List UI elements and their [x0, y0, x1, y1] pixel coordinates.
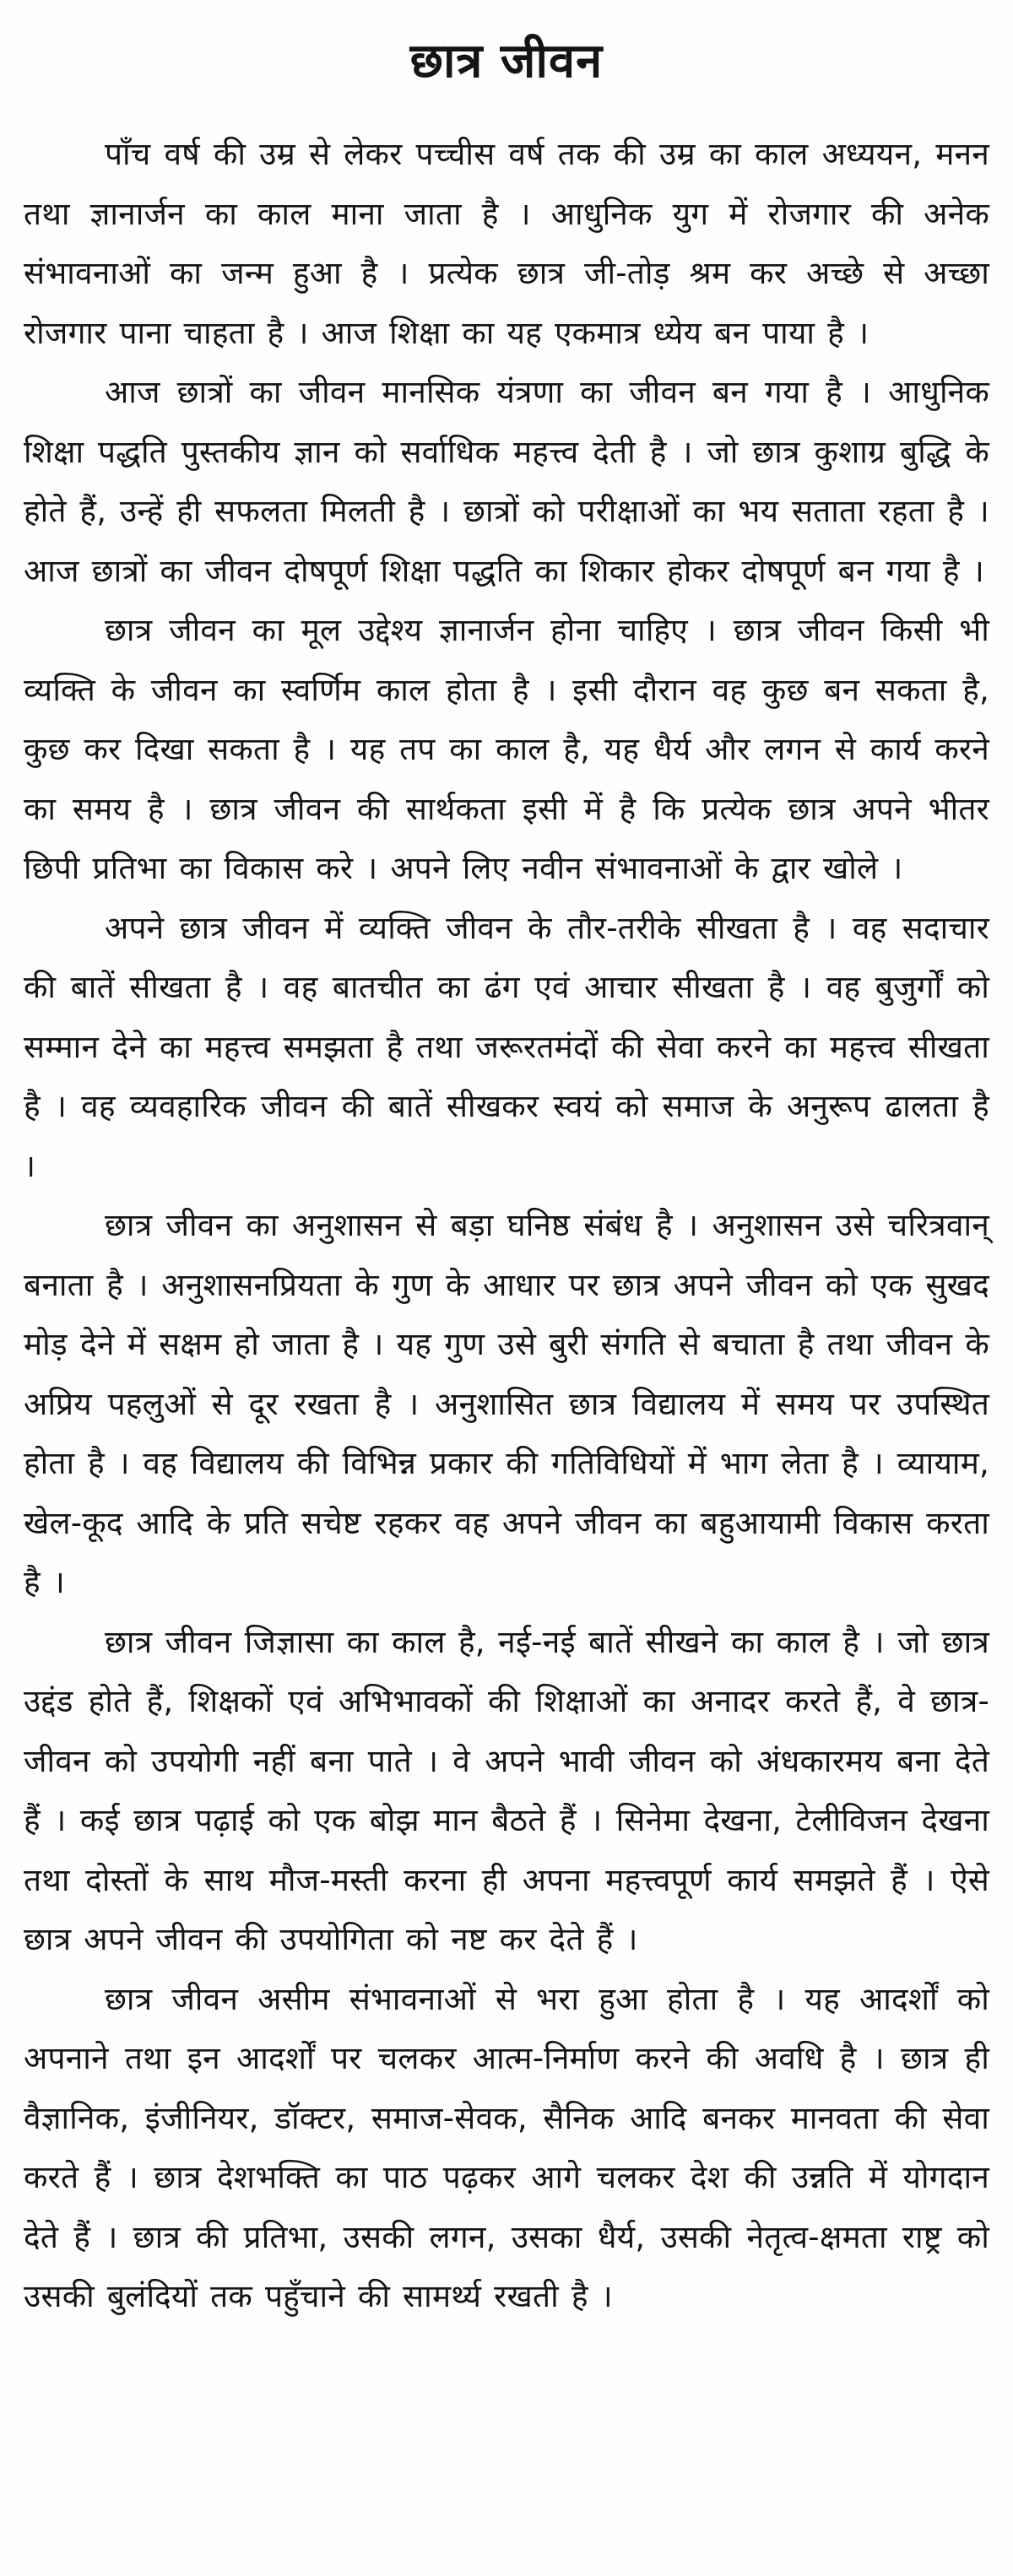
essay-paragraph-6: छात्र जीवन जिज्ञासा का काल है, नई-नई बातें सीखने का काल है । जो छात्र उद्दंड होते हैं, शिक्षकों एवं अभिभावकों की शिक्षाओं का अनादर करते हैं, वे छात्र-जीवन को उपयोगी नहीं बना पाते । वे अपने भावी जीवन को अंधकारमय बना देते हैं । कई छात्र पढ़ाई को एक बोझ मान बैठते हैं । सिनेमा देखना, टेलीविजन देखना तथा दोस्तों के साथ मौज-मस्ती करना ही अपना महत्त्वपूर्ण कार्य समझते हैं । ऐसे छात्र अपने जीवन की उपयोगिता को नष्ट कर देते हैं । — [24, 1623, 989, 1957]
essay-paragraph-3: छात्र जीवन का मूल उद्देश्य ज्ञानार्जन होना चाहिए । छात्र जीवन किसी भी व्यक्ति के जीवन का स्वर्णिम काल होता है । इसी दौरान वह कुछ बन सकता है, कुछ कर दिखा सकता है । यह तप का काल है, यह धैर्य और लगन से कार्य करने का समय है । छात्र जीवन की सार्थकता इसी में है कि प्रत्येक छात्र अपने भीतर छिपी प्रतिभा का विकास करे । अपने लिए नवीन संभावनाओं के द्वार खोले । — [24, 612, 989, 886]
essay-title: छात्र जीवन — [409, 34, 604, 89]
essay-paragraph-1: पाँच वर्ष की उम्र से लेकर पच्चीस वर्ष तक की उम्र का काल अध्ययन, मनन तथा ज्ञानार्जन का काल माना जाता है । आधुनिक युग में रोजगार की अनेक संभावनाओं का जन्म हुआ है । प्रत्येक छात्र जी-तोड़ श्रम कर अच्छे से अच्छा रोजगार पाना चाहता है । आज शिक्षा का यह एकमात्र ध्येय बन पाया है । — [24, 136, 989, 351]
essay-paragraph-4: अपने छात्र जीवन में व्यक्ति जीवन के तौर-तरीके सीखता है । वह सदाचार की बातें सीखता है । वह बातचीत का ढंग एवं आचार सीखता है । वह बुजुर्गों को सम्मान देने का महत्त्व समझता है तथा जरूरतमंदों की सेवा करने का महत्त्व सीखता है । वह व्यवहारिक जीवन की बातें सीखकर स्वयं को समाज के अनुरूप ढालता है । — [24, 909, 989, 1184]
essay-paragraph-7: छात्र जीवन असीम संभावनाओं से भरा हुआ होता है । यह आदर्शों को अपनाने तथा इन आदर्शों पर चलकर आत्म-निर्माण करने की अवधि है । छात्र ही वैज्ञानिक, इंजीनियर, डॉक्टर, समाज-सेवक, सैनिक आदि बनकर मानवता की सेवा करते हैं । छात्र देशभक्ति का पाठ पढ़कर आगे चलकर देश की उन्नति में योगदान देते हैं । छात्र की प्रतिभा, उसकी लगन, उसका धैर्य, उसकी नेतृत्व-क्षमता राष्ट्र को उसकी बुलंदियों तक पहुँचाने की सामर्थ्य रखती है । — [24, 1980, 989, 2314]
essay-paragraph-5: छात्र जीवन का अनुशासन से बड़ा घनिष्ठ संबंध है । अनुशासन उसे चरित्रवान् बनाता है । अनुशासनप्रियता के गुण के आधार पर छात्र अपने जीवन को एक सुखद मोड़ देने में सक्षम हो जाता है । यह गुण उसे बुरी संगति से बचाता है तथा जीवन के अप्रिय पहलुओं से दूर रखता है । अनुशासित छात्र विद्यालय में समय पर उपस्थित होता है । वह विद्यालय की विभिन्न प्रकार की गतिविधियों में भाग लेता है । व्यायाम, खेल-कूद आदि के प्रति सचेष्ट रहकर वह अपने जीवन का बहुआयामी विकास करता है । — [24, 1207, 989, 1600]
essay-paragraph-2: आज छात्रों का जीवन मानसिक यंत्रणा का जीवन बन गया है । आधुनिक शिक्षा पद्धति पुस्तकीय ज्ञान को सर्वाधिक महत्त्व देती है । जो छात्र कुशाग्र बुद्धि के होते हैं, उन्हें ही सफलता मिलती है । छात्रों को परीक्षाओं का भय सताता रहता है । आज छात्रों का जीवन दोषपूर्ण शिक्षा पद्धति का शिकार होकर दोषपूर्ण बन गया है । — [24, 374, 989, 589]
